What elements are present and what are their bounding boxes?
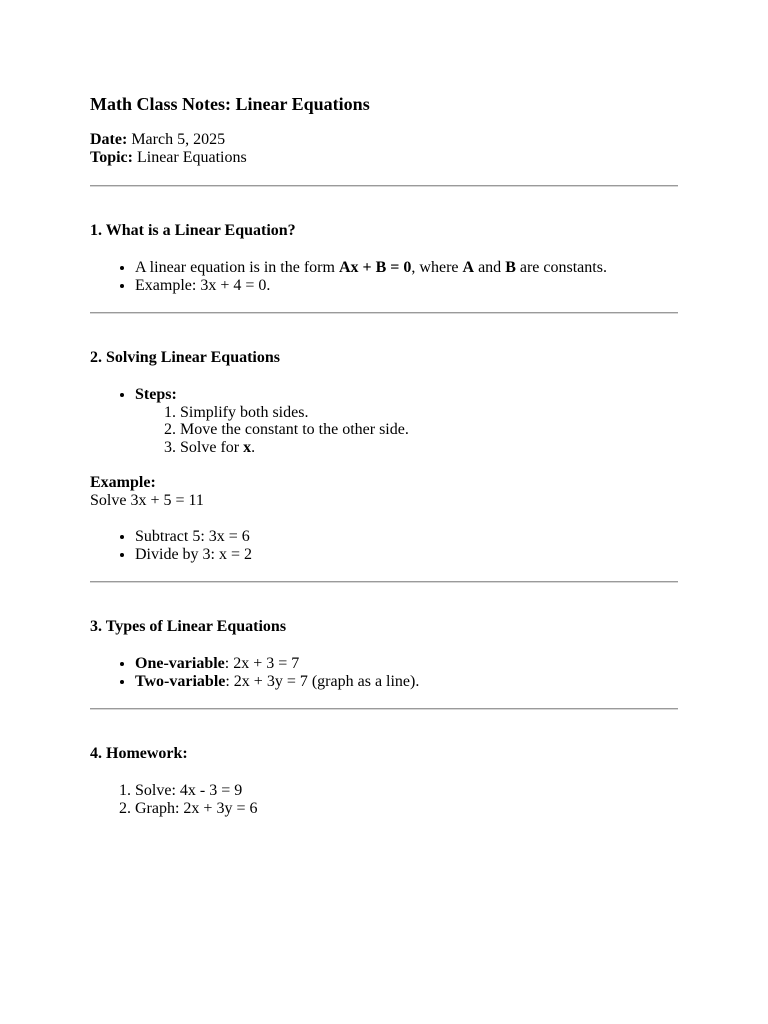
meta-block [90, 131, 678, 167]
steps-list [135, 404, 678, 457]
topic-value: Linear Equations [136, 149, 247, 166]
topic-label: Topic: [90, 149, 133, 166]
date-label: Date: [90, 131, 128, 148]
section-1-list [90, 259, 678, 294]
step-item: 2. Move the constant to the other side. [180, 421, 678, 439]
divider [90, 185, 678, 187]
divider [90, 581, 678, 583]
section-heading-1: 1. What is a Linear Equation? [90, 222, 296, 239]
list-item: • One-variable: 2x + 3 = 7 [135, 655, 678, 673]
step-item: 3. Solve for x. [180, 439, 678, 457]
list-item: • Two-variable: 2x + 3y = 7 (graph as a line). [135, 673, 678, 691]
section-heading-4: 4. Homework: [90, 745, 188, 762]
homework-item: 2. Graph: 2x + 3y = 6 [135, 800, 678, 818]
section-3-list [90, 655, 678, 690]
list-item: • Subtract 5: 3x = 6 [135, 528, 678, 546]
example-problem: Solve 3x + 5 = 11 [90, 492, 204, 509]
example-steps-list [90, 528, 678, 563]
section-2-list [90, 386, 678, 456]
list-item: • Divide by 3: x = 2 [135, 546, 678, 564]
list-item: • A linear equation is in the form Ax + B = 0, where A and B are constants. [135, 259, 678, 277]
example-label: Example: [90, 474, 156, 491]
document-content [90, 94, 678, 817]
list-item: • Example: 3x + 4 = 0. [135, 277, 678, 295]
step-item: 1. Simplify both sides. [180, 404, 678, 422]
steps-label: Steps: [135, 386, 177, 403]
homework-list [90, 782, 678, 817]
section-heading-3: 3. Types of Linear Equations [90, 618, 287, 635]
page-title: Math Class Notes: Linear Equations [90, 94, 370, 114]
date-value: March 5, 2025 [131, 131, 226, 148]
divider [90, 708, 678, 710]
divider [90, 312, 678, 314]
date-line [90, 131, 678, 149]
homework-item: 1. Solve: 4x - 3 = 9 [135, 782, 678, 800]
list-item-steps [135, 386, 678, 456]
topic-line [90, 149, 678, 167]
section-heading-2: 2. Solving Linear Equations [90, 349, 280, 366]
